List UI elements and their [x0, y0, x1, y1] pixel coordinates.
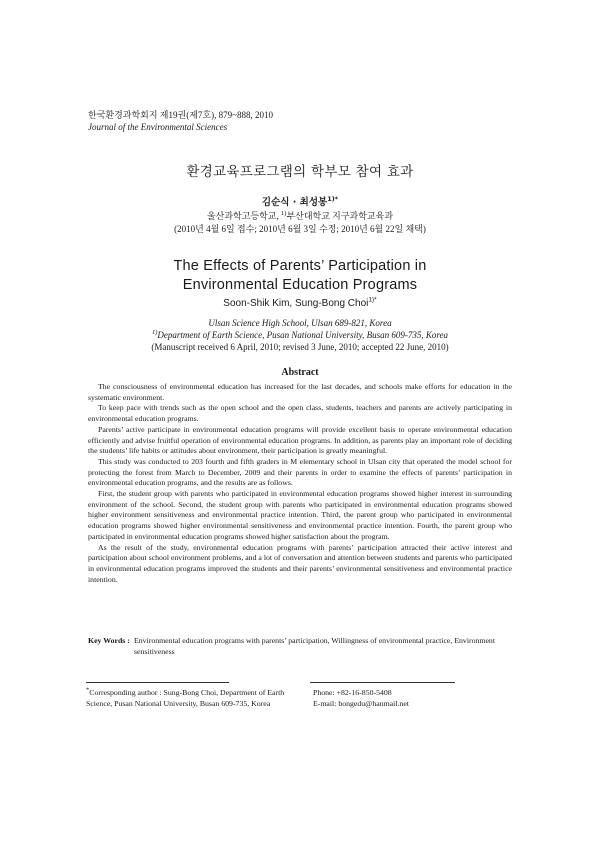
abstract-paragraph: As the result of the study, environmental education programs with parents’ participation attracted their active interest and participation about school environment problems, and a lot of conversation and attention between students and parents who participated in environmental education programs improved the students and their parents’ environmental sensitiveness and environmental practice intention. — [88, 542, 512, 584]
english-author-mark: 1)* — [368, 296, 377, 304]
footnote-mark: * — [86, 686, 90, 694]
korean-author-names: 김순식 · 최성봉 — [261, 197, 328, 208]
english-authors — [0, 298, 600, 309]
korean-affiliation-b: 부산대학교 지구과학교육과 — [286, 211, 394, 221]
contact-email: E-mail: bongedu@hanmail.net — [313, 698, 409, 708]
english-affiliation-2-text: Department of Earth Science, Pusan National University, Busan 609-735, Korea — [157, 330, 449, 340]
abstract-paragraph: The consciousness of environmental education has increased for the last decades, and schools make efforts for education in the systematic environment. — [88, 382, 512, 402]
korean-authors — [0, 194, 600, 208]
english-author-names: Soon-Shik Kim, Sung-Bong Choi — [223, 298, 369, 309]
keywords-label: Key Words : — [88, 636, 130, 645]
contact-phone: Phone: +82-16-850-5408 — [313, 688, 392, 697]
korean-affiliation-a: 울산과학고등학교, — [206, 211, 282, 221]
english-title-line1: The Effects of Parents’ Participation in — [173, 258, 427, 274]
korean-title: 환경교육프로그램의 학부모 참여 효과 — [186, 164, 414, 180]
footnote-rule-right — [310, 682, 455, 683]
abstract-body — [88, 382, 512, 585]
english-affiliation-2 — [0, 330, 600, 340]
journal-name: Journal of the Environmental Sciences — [88, 122, 228, 132]
english-affiliation-1: Ulsan Science High School, Ulsan 689-821, Korea — [208, 318, 392, 328]
korean-dates: (2010년 4월 6일 접수; 2010년 6월 3일 수정; 2010년 6월 22일 채택) — [174, 224, 426, 234]
abstract-heading: Abstract — [281, 367, 319, 378]
korean-author-mark: 1)* — [327, 194, 339, 203]
journal-header — [88, 109, 273, 133]
korean-affiliation-mark: 1) — [281, 210, 287, 217]
keywords-text: Environmental education programs with parents’ participation, Willingness of environmental practice, Environment sensitiveness — [134, 636, 495, 656]
abstract-paragraph: To keep pace with trends such as the open school and the open class, students, teachers and parents are actively participating in environmental education programs. — [88, 403, 512, 424]
abstract-paragraph: First, the student group with parents who participated in environmental education programs showed higher interest in surrounding environment of the school. Second, the student group with parents who participated in environmental education programs showed higher environment sensitiveness and environmental practice intention. Third, the parent group who participated in environmental education programs showed higher environmental sensitiveness and environmental practice intention. Fourth, the parent group who participated in environmental education programs showed higher satisfaction about the program. — [88, 489, 512, 541]
english-dates: (Manuscript received 6 April, 2010; revised 3 June, 2010; accepted 22 June, 2010) — [151, 342, 449, 352]
english-affiliation-2-mark: 1) — [151, 329, 158, 336]
contact-footnote — [313, 688, 513, 709]
english-title-line2: Environmental Education Programs — [182, 277, 418, 293]
english-title — [0, 257, 600, 295]
korean-affiliation — [0, 209, 600, 222]
footnote-rule-left — [86, 682, 229, 683]
journal-citation: 한국환경과학회지 제19권(제7호), 879~888, 2010 — [88, 110, 273, 120]
abstract-paragraph: Parents’ active participate in environmental education programs will provide excellent basis to operate environmental education efficiently and advise fruitful operation of environmental education programs. In addition, as parents play an important role of deciding the students’ life habits or attitudes about environment, their participation is greatly meaningful. — [88, 424, 512, 456]
corresponding-author-footnote — [86, 688, 306, 709]
corresponding-author-text: Corresponding author : Sung-Bong Choi, Department of Earth Science, Pusan National University, Busan 609-735, Korea — [86, 688, 285, 708]
abstract-paragraph: This study was conducted to 203 fourth and fifth graders in M elementary school in Ulsan city that operated the model school for protecting the forest from March to December, 2009 and their parents in order to examine the effects of parents’ participation in environmental education programs, and the results are as follows. — [88, 456, 512, 488]
